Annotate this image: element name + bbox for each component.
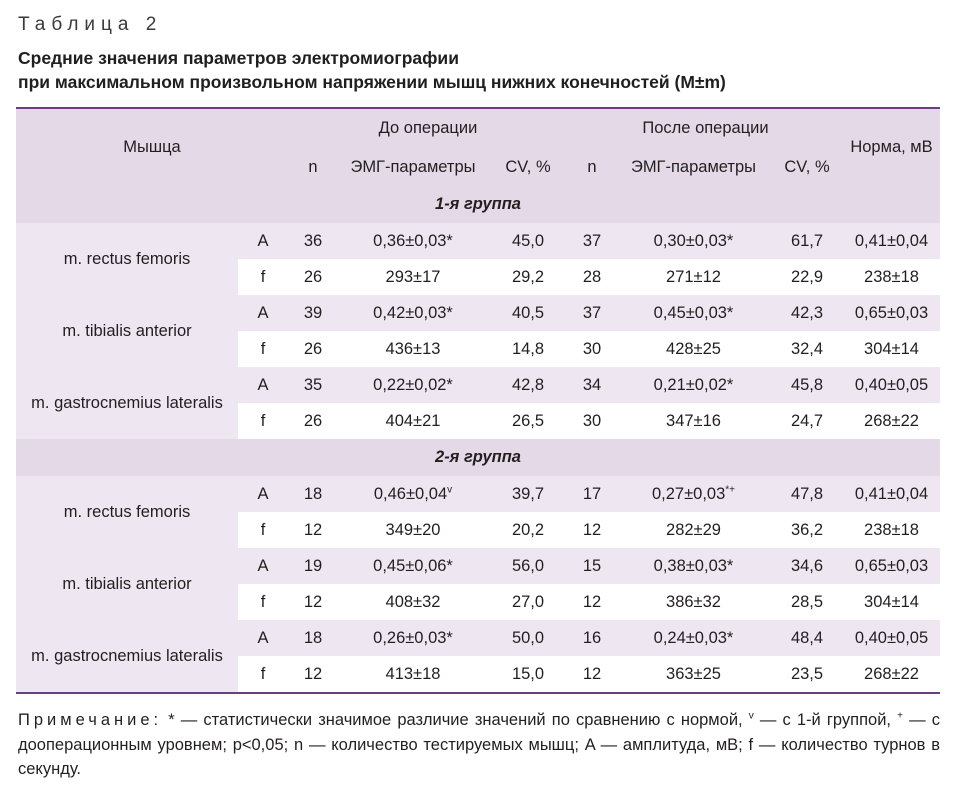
emg-before-cell-marker: v <box>447 484 453 495</box>
emg-before-cell <box>338 223 488 259</box>
norm-cell <box>843 223 940 259</box>
table-row <box>16 295 940 331</box>
cv-after-cell <box>771 512 843 548</box>
note-sup-1: v <box>748 710 754 722</box>
norm-cell-value: 268±22 <box>864 411 919 430</box>
emg-after-cell <box>616 367 771 403</box>
muscle-name: m. rectus femoris <box>16 476 238 548</box>
header-n-before: n <box>288 148 338 186</box>
n-after-cell-value: 28 <box>582 267 602 286</box>
header-cv-after: CV, % <box>771 148 843 186</box>
n-before-cell-value: 26 <box>303 411 323 430</box>
n-after-cell <box>568 295 616 331</box>
emg-after-cell-value: 0,38±0,03* <box>653 556 734 575</box>
table-row <box>16 367 940 403</box>
n-before-cell-value: 12 <box>303 664 323 683</box>
cv-before-cell <box>488 656 568 693</box>
param-cell-value: A <box>257 303 269 322</box>
cv-after-cell-value: 23,5 <box>790 664 824 683</box>
n-after-cell-value: 16 <box>582 628 602 647</box>
norm-cell <box>843 259 940 295</box>
norm-cell-value: 304±14 <box>864 592 919 611</box>
norm-cell <box>843 548 940 584</box>
cv-after-cell-value: 48,4 <box>790 628 824 647</box>
n-before-cell <box>288 223 338 259</box>
n-before-cell-value: 12 <box>303 520 323 539</box>
emg-before-cell <box>338 476 488 512</box>
param-cell <box>238 548 288 584</box>
emg-after-cell-value: 0,30±0,03* <box>653 231 734 250</box>
cv-after-cell <box>771 223 843 259</box>
norm-cell-value: 0,40±0,05 <box>854 628 929 647</box>
cv-before-cell <box>488 295 568 331</box>
emg-before-cell-value: 0,45±0,06* <box>373 556 453 575</box>
emg-data-table <box>16 107 940 694</box>
header-n-after: n <box>568 148 616 186</box>
cv-before-cell-value: 42,8 <box>511 375 545 394</box>
norm-cell-value: 0,41±0,04 <box>854 484 929 503</box>
cv-before-cell <box>488 403 568 439</box>
header-after-operation: После операции <box>568 109 843 148</box>
param-cell-value: f <box>260 339 266 358</box>
param-cell-value: A <box>257 231 269 250</box>
table-title-line-2: при максимальном произвольном напряжении мышц нижних конечностей (M±m) <box>18 72 726 92</box>
emg-before-cell-value: 0,42±0,03* <box>373 303 453 322</box>
n-before-cell-value: 36 <box>303 231 323 250</box>
emg-after-cell-value: 0,24±0,03* <box>653 628 734 647</box>
n-after-cell <box>568 403 616 439</box>
header-row-1 <box>16 109 940 148</box>
emg-before-cell-value: 0,26±0,03* <box>373 628 453 647</box>
emg-after-cell <box>616 620 771 656</box>
norm-cell <box>843 295 940 331</box>
table-body <box>16 108 940 694</box>
n-after-cell <box>568 584 616 620</box>
group-label: 1-я группа <box>16 186 940 223</box>
group-row <box>16 186 940 223</box>
group-label: 2-я группа <box>16 439 940 476</box>
cv-before-cell-value: 14,8 <box>511 339 545 358</box>
param-cell <box>238 512 288 548</box>
emg-before-cell-value: 436±13 <box>385 339 441 358</box>
emg-after-cell <box>616 259 771 295</box>
n-before-cell <box>288 259 338 295</box>
param-cell <box>238 403 288 439</box>
cv-after-cell <box>771 620 843 656</box>
norm-cell-value: 268±22 <box>864 664 919 683</box>
n-before-cell <box>288 512 338 548</box>
n-after-cell-value: 15 <box>582 556 602 575</box>
norm-cell-value: 238±18 <box>864 267 919 286</box>
cv-before-cell <box>488 331 568 367</box>
emg-after-cell <box>616 295 771 331</box>
emg-before-cell-value: 293±17 <box>385 267 441 286</box>
cv-before-cell <box>488 367 568 403</box>
cv-before-cell <box>488 548 568 584</box>
cv-before-cell <box>488 259 568 295</box>
n-after-cell-value: 37 <box>582 231 602 250</box>
header-norm: Норма, мВ <box>843 109 940 186</box>
n-before-cell <box>288 476 338 512</box>
n-after-cell-value: 30 <box>582 339 602 358</box>
norm-cell-value: 0,65±0,03 <box>854 303 929 322</box>
cv-before-cell-value: 27,0 <box>511 592 545 611</box>
n-before-cell-value: 39 <box>303 303 323 322</box>
param-cell-value: f <box>260 592 266 611</box>
param-cell <box>238 223 288 259</box>
group-row <box>16 439 940 476</box>
muscle-name: m. rectus femoris <box>16 223 238 295</box>
n-after-cell-value: 30 <box>582 411 602 430</box>
emg-after-cell-value: 282±29 <box>666 520 721 539</box>
emg-after-cell-value: 363±25 <box>666 664 721 683</box>
muscle-name: m. tibialis anterior <box>16 295 238 367</box>
n-after-cell <box>568 331 616 367</box>
norm-cell-value: 304±14 <box>864 339 919 358</box>
norm-cell <box>843 476 940 512</box>
norm-cell <box>843 512 940 548</box>
header-emg-before: ЭМГ-параметры <box>338 148 488 186</box>
param-cell-value: f <box>260 267 266 286</box>
emg-before-cell-value: 0,22±0,02* <box>373 375 453 394</box>
n-before-cell <box>288 295 338 331</box>
norm-cell-value: 0,41±0,04 <box>854 231 929 250</box>
emg-before-cell-value: 0,46±0,04 <box>373 484 448 503</box>
n-before-cell-value: 18 <box>303 628 323 647</box>
n-after-cell <box>568 620 616 656</box>
n-before-cell-value: 26 <box>303 267 323 286</box>
param-cell <box>238 476 288 512</box>
param-cell-value: f <box>260 664 266 683</box>
n-after-cell <box>568 548 616 584</box>
table-row <box>16 548 940 584</box>
table-title-line-1: Средние значения параметров электромиографии <box>18 48 459 68</box>
header-before-operation: До операции <box>288 109 568 148</box>
emg-after-cell-value: 347±16 <box>666 411 721 430</box>
n-after-cell-value: 12 <box>582 592 602 611</box>
cv-after-cell-value: 45,8 <box>790 375 824 394</box>
emg-before-cell <box>338 403 488 439</box>
emg-before-cell-value: 0,36±0,03* <box>373 231 453 250</box>
param-cell <box>238 367 288 403</box>
n-before-cell-value: 12 <box>303 592 323 611</box>
cv-before-cell-value: 40,5 <box>511 303 545 322</box>
cv-before-cell <box>488 223 568 259</box>
cv-after-cell <box>771 476 843 512</box>
n-after-cell-value: 17 <box>582 484 602 503</box>
emg-after-cell-value: 428±25 <box>666 339 721 358</box>
cv-after-cell <box>771 403 843 439</box>
cv-after-cell-value: 36,2 <box>790 520 824 539</box>
cv-after-cell <box>771 656 843 693</box>
cv-after-cell <box>771 584 843 620</box>
norm-cell-value: 0,65±0,03 <box>854 556 929 575</box>
cv-after-cell-value: 32,4 <box>790 339 824 358</box>
header-muscle: Мышца <box>16 109 288 186</box>
emg-after-cell <box>616 476 771 512</box>
param-cell-value: f <box>260 411 266 430</box>
n-before-cell <box>288 548 338 584</box>
cv-before-cell <box>488 584 568 620</box>
param-cell <box>238 259 288 295</box>
cv-before-cell <box>488 476 568 512</box>
emg-after-cell-value: 271±12 <box>666 267 721 286</box>
norm-cell <box>843 656 940 693</box>
emg-before-cell <box>338 656 488 693</box>
cv-before-cell-value: 45,0 <box>511 231 545 250</box>
emg-before-cell <box>338 512 488 548</box>
cv-before-cell-value: 29,2 <box>511 267 545 286</box>
n-before-cell <box>288 584 338 620</box>
cv-after-cell-value: 24,7 <box>790 411 824 430</box>
param-cell <box>238 584 288 620</box>
cv-before-cell-value: 15,0 <box>511 664 545 683</box>
cv-before-cell <box>488 512 568 548</box>
n-after-cell-value: 37 <box>582 303 602 322</box>
n-after-cell <box>568 476 616 512</box>
note-sup-2: + <box>897 710 903 722</box>
n-after-cell-value: 34 <box>582 375 602 394</box>
cv-before-cell <box>488 620 568 656</box>
norm-cell-value: 0,40±0,05 <box>854 375 929 394</box>
emg-after-cell-marker: *+ <box>725 484 736 495</box>
note-label: Примечание: <box>18 711 163 729</box>
emg-after-cell <box>616 223 771 259</box>
norm-cell <box>843 367 940 403</box>
norm-cell <box>843 403 940 439</box>
cv-after-cell-value: 42,3 <box>790 303 824 322</box>
emg-after-cell <box>616 331 771 367</box>
note-part-2: — с 1-й группой, <box>759 711 891 729</box>
emg-after-cell-value: 0,45±0,03* <box>653 303 734 322</box>
norm-cell-value: 238±18 <box>864 520 919 539</box>
n-after-cell <box>568 512 616 548</box>
header-emg-after: ЭМГ-параметры <box>616 148 771 186</box>
n-after-cell <box>568 259 616 295</box>
note-part-3: — с дооперационным уровнем; p<0,05; n — количество тестируемых мышц; A — амплитуда, мВ; f — количество турнов в секунду. <box>18 711 940 778</box>
n-after-cell <box>568 656 616 693</box>
cv-after-cell <box>771 295 843 331</box>
cv-after-cell-value: 28,5 <box>790 592 824 611</box>
n-after-cell <box>568 223 616 259</box>
param-cell <box>238 620 288 656</box>
n-before-cell <box>288 656 338 693</box>
norm-cell <box>843 584 940 620</box>
norm-cell <box>843 620 940 656</box>
cv-after-cell <box>771 548 843 584</box>
param-cell-value: A <box>257 375 269 394</box>
emg-after-cell <box>616 512 771 548</box>
cv-after-cell-value: 22,9 <box>790 267 824 286</box>
emg-after-cell <box>616 403 771 439</box>
n-before-cell-value: 35 <box>303 375 323 394</box>
emg-after-cell-value: 0,27±0,03 <box>651 484 726 503</box>
n-after-cell-value: 12 <box>582 664 602 683</box>
emg-before-cell <box>338 367 488 403</box>
cv-before-cell-value: 20,2 <box>511 520 545 539</box>
muscle-name: m. gastrocnemius lateralis <box>16 367 238 439</box>
table-note <box>18 708 940 782</box>
muscle-name: m. gastrocnemius lateralis <box>16 620 238 693</box>
cv-after-cell <box>771 331 843 367</box>
n-before-cell <box>288 403 338 439</box>
emg-after-cell <box>616 548 771 584</box>
cv-after-cell-value: 47,8 <box>790 484 824 503</box>
table-row <box>16 620 940 656</box>
muscle-name: m. tibialis anterior <box>16 548 238 620</box>
n-before-cell <box>288 620 338 656</box>
cv-after-cell <box>771 259 843 295</box>
emg-before-cell-value: 349±20 <box>385 520 441 539</box>
emg-before-cell <box>338 331 488 367</box>
note-part-1: * — статистически значимое различие значений по сравнению с нормой, <box>168 711 743 729</box>
n-before-cell <box>288 367 338 403</box>
cv-before-cell-value: 56,0 <box>511 556 545 575</box>
emg-before-cell <box>338 548 488 584</box>
cv-before-cell-value: 26,5 <box>511 411 545 430</box>
cv-after-cell <box>771 367 843 403</box>
n-before-cell-value: 19 <box>303 556 323 575</box>
cv-after-cell-value: 34,6 <box>790 556 824 575</box>
cv-before-cell-value: 39,7 <box>511 484 545 503</box>
cv-after-cell-value: 61,7 <box>790 231 824 250</box>
emg-before-cell-value: 413±18 <box>385 664 441 683</box>
emg-after-cell-value: 0,21±0,02* <box>653 375 734 394</box>
emg-before-cell <box>338 259 488 295</box>
emg-before-cell-value: 404±21 <box>385 411 441 430</box>
n-before-cell-value: 18 <box>303 484 323 503</box>
param-cell-value: f <box>260 520 266 539</box>
table-number-label: Таблица 2 <box>18 14 163 35</box>
emg-before-cell <box>338 295 488 331</box>
emg-before-cell-value: 408±32 <box>385 592 441 611</box>
header-cv-before: CV, % <box>488 148 568 186</box>
n-after-cell <box>568 367 616 403</box>
param-cell-value: A <box>257 484 269 503</box>
param-cell-value: A <box>257 628 269 647</box>
n-after-cell-value: 12 <box>582 520 602 539</box>
norm-cell <box>843 331 940 367</box>
table-row <box>16 223 940 259</box>
param-cell <box>238 295 288 331</box>
table-bottom-rule <box>16 693 940 694</box>
emg-before-cell <box>338 620 488 656</box>
cv-before-cell-value: 50,0 <box>511 628 545 647</box>
emg-after-cell <box>616 656 771 693</box>
table-row <box>16 476 940 512</box>
emg-before-cell <box>338 584 488 620</box>
n-before-cell-value: 26 <box>303 339 323 358</box>
param-cell-value: A <box>257 556 269 575</box>
param-cell <box>238 331 288 367</box>
table-title <box>18 46 948 94</box>
emg-after-cell-value: 386±32 <box>666 592 721 611</box>
n-before-cell <box>288 331 338 367</box>
emg-after-cell <box>616 584 771 620</box>
param-cell <box>238 656 288 693</box>
